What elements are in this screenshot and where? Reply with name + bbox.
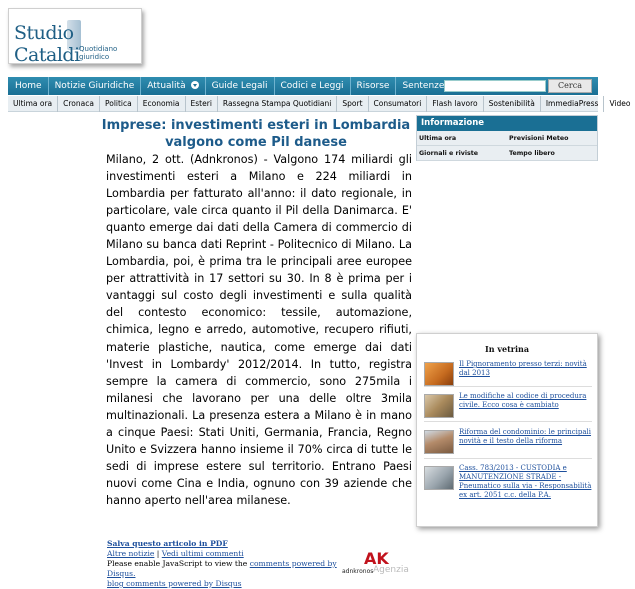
adnkronos-agenzia: Agenzia [373, 565, 409, 575]
js-notice-text: Please enable JavaScript to view the [107, 559, 248, 568]
info-tempo-libero[interactable]: Tempo libero [507, 146, 597, 161]
site-logo[interactable] [8, 8, 142, 64]
article-footer-links [107, 539, 337, 589]
logo-tagline: Quotidiano giuridico [79, 45, 118, 61]
latest-comments-link[interactable]: Vedi ultimi commenti [161, 549, 244, 558]
subnav-ultima-ora[interactable]: Ultima ora [8, 96, 58, 112]
adnkronos-name: adnkronos [342, 568, 374, 575]
divider [424, 386, 592, 387]
vetrina-item[interactable] [424, 428, 596, 456]
subnav-flash-lavoro[interactable]: Flash lavoro [427, 96, 483, 112]
divider [424, 421, 592, 422]
road-photo-icon[interactable] [424, 466, 454, 490]
subnav-cronaca[interactable]: Cronaca [58, 96, 100, 112]
info-giornali-riviste[interactable]: Giornali e riviste [417, 146, 507, 161]
vetrina-item[interactable] [424, 464, 596, 499]
vetrina-item-link[interactable]: Cass. 783/2013 - CUSTODIA e MANUTENZIONE STRADE - Pneumatico sulla via - Responsabilità ex art. 2051 c.c. della P.A. [459, 464, 592, 499]
vetrina-title: In vetrina [484, 344, 530, 354]
divider [424, 458, 592, 459]
subnav-immediapress[interactable]: ImmediaPress [541, 96, 605, 112]
subnav-economia[interactable]: Economia [138, 96, 186, 112]
vetrina-box [416, 333, 598, 527]
other-news-link[interactable]: Altre notizie [107, 549, 155, 558]
nav-home[interactable]: Home [8, 77, 49, 95]
vetrina-item-link[interactable]: Il Pignoramento presso terzi: novità dal 2013 [459, 360, 587, 377]
article-title-line-2: valgono come Pil danese [165, 135, 347, 150]
disqus-comments-link[interactable]: comments powered by Disqus. [107, 559, 337, 578]
article-title-line-1: Imprese: investimenti esteri in Lombardia [101, 118, 411, 133]
adnkronos-mark-icon: AK [364, 549, 389, 568]
vetrina-item-link[interactable]: Le modifiche al codice di procedura civile. Ecco cosa è cambiato [459, 392, 587, 409]
nav-risorse[interactable]: Risorse [351, 77, 397, 95]
subnav-politica[interactable]: Politica [100, 96, 138, 112]
calculator-photo-icon[interactable] [424, 362, 454, 386]
info-box-title: Informazione [417, 116, 597, 131]
info-previsioni-meteo[interactable]: Previsioni Meteo [507, 131, 597, 146]
nav-attualita-label: Attualità [147, 81, 186, 91]
nav-codici-e-leggi[interactable]: Codici e Leggi [275, 77, 351, 95]
building-photo-icon[interactable] [424, 430, 454, 454]
save-pdf-link[interactable]: Salva questo articolo in PDF [107, 539, 228, 548]
article-body: Milano, 2 ott. (Adnkronos) - Valgono 174 miliardi gli investimenti esteri a Milano e 224 miliardi in Lombardia per fatturato all'anno: il dato regionale, in particolare, vale circa quanto il Pil della Danimarca. E' quanto emerge dai dati della Camera di commercio di Milano su banca dati Reprint - Politecnico di Milano. La Lombardia, poi, è prima tra le principali aree europee per attrattività in 17 settori su 30. In 8 è prima per i vantaggi sul costo degli investimenti e sulla qualità del contesto economico: tessile, automazione, chimica, legno e arredo, automotive, recupero rifiuti, materie plastiche, nautica, come emerge dai dati 'Invest in Lombardy' 2012/2014. In tutto, registra sempre la camera di commercio, sono 275mila i milanesi che lavorano per una delle oltre 3mila multinazionali. La presenza estera a Milano è in mano a cinque Paesi: Stati Uniti, Germania, Francia, Regno Unito e Svizzera hanno insieme il 70% circa di tutte le sedi di imprese estere sul territorio. Entrano Paesi nuovi come Cina e India, ognuno con 39 aziende che hanno aperto nell'area milanese. [106, 153, 412, 507]
disqus-blog-link[interactable]: blog comments powered by Disqus [107, 579, 242, 588]
subnav-sport[interactable]: Sport [337, 96, 368, 112]
nav-attualita[interactable] [141, 77, 205, 95]
subnav-video[interactable]: Video [609, 98, 631, 108]
nav-guide-legali[interactable]: Guide Legali [206, 77, 275, 95]
gavel-photo-icon[interactable] [424, 394, 454, 418]
sub-navigation [8, 96, 631, 112]
vetrina-item-link[interactable]: Riforma del condominio: le principali novità e il testo della riforma [459, 428, 592, 445]
subnav-consumatori[interactable]: Consumatori [369, 96, 428, 112]
adnkronos-logo [340, 551, 412, 579]
subnav-sostenibilita[interactable]: Sostenibilità [484, 96, 541, 112]
main-navigation [8, 77, 598, 95]
chevron-down-icon[interactable] [191, 81, 199, 89]
subnav-rassegna-stampa[interactable]: Rassegna Stampa Quotidiani [218, 96, 337, 112]
search-button[interactable]: Cerca [548, 79, 592, 93]
nav-notizie-giuridiche[interactable]: Notizie Giuridiche [49, 77, 142, 95]
article-title [100, 117, 412, 151]
info-ultima-ora[interactable]: Ultima ora [417, 131, 507, 146]
vetrina-item[interactable] [424, 360, 596, 388]
vetrina-item[interactable] [424, 392, 596, 420]
logo-wordmark: Studio Cataldi [14, 22, 80, 66]
nav-sentenze[interactable]: Sentenze [402, 81, 445, 91]
subnav-esteri[interactable]: Esteri [186, 96, 218, 112]
link-separator: | [156, 549, 160, 558]
search-input[interactable] [444, 80, 546, 92]
info-box [416, 115, 598, 161]
